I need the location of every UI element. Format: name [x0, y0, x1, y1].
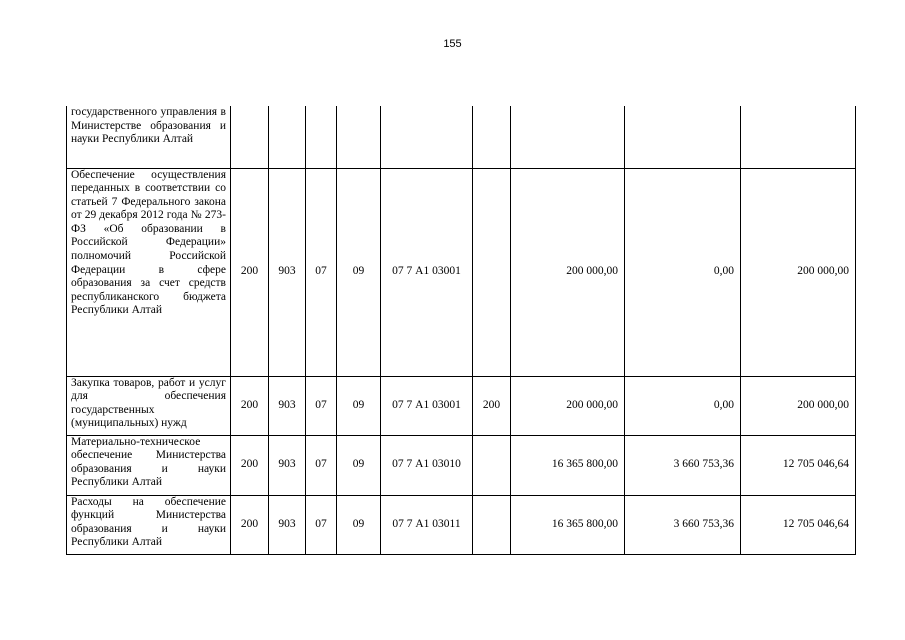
- amount-cell: 200 000,00: [741, 376, 856, 435]
- csr-cell: 07 7 А1 03001: [381, 376, 473, 435]
- total-cell: 200 000,00: [511, 168, 625, 376]
- amount-cell: 12 705 046,64: [741, 495, 856, 554]
- total-cell: 16 365 800,00: [511, 495, 625, 554]
- row-name-cell: государственного управления в Министерстве образования и науки Республики Алтай: [67, 106, 231, 168]
- total-cell: 16 365 800,00: [511, 435, 625, 495]
- row-name-cell: Закупка товаров, работ и услуг для обеспечения государственных (муниципальных) нужд: [67, 376, 231, 435]
- rz-cell: 200: [231, 168, 269, 376]
- table-row: [67, 168, 856, 376]
- subsection-cell: 09: [337, 435, 381, 495]
- vr-cell: [473, 106, 511, 168]
- vr-cell: [473, 435, 511, 495]
- row-name-cell: Материально-техническое обеспечение Министерства образования и науки Республики Алтай: [67, 435, 231, 495]
- table-row: [67, 495, 856, 554]
- row-name-cell: Обеспечение осуществления переданных в соответствии со статьей 7 Федерального закона от 29 декабря 2012 года № 273-ФЗ «Об образовании в Российской Федерации» полномочий Российской Федерации в сфере образования за счет средств республиканского бюджета Республики Алтай: [67, 168, 231, 376]
- section-cell: [306, 106, 337, 168]
- section-cell: 07: [306, 376, 337, 435]
- amount-cell: [741, 106, 856, 168]
- csr-cell: 07 7 А1 03010: [381, 435, 473, 495]
- total-cell: 200 000,00: [511, 376, 625, 435]
- budget-table: [66, 106, 856, 555]
- subsection-cell: 09: [337, 376, 381, 435]
- amount-cell: 200 000,00: [741, 168, 856, 376]
- row-name-cell: Расходы на обеспечение функций Министерства образования и науки Республики Алтай: [67, 495, 231, 554]
- csr-cell: 07 7 А1 03001: [381, 168, 473, 376]
- rz-cell: 200: [231, 435, 269, 495]
- amount-cell: 12 705 046,64: [741, 435, 856, 495]
- rz-cell: [231, 106, 269, 168]
- change-cell: 0,00: [625, 168, 741, 376]
- change-cell: 3 660 753,36: [625, 495, 741, 554]
- vr-cell: [473, 168, 511, 376]
- change-cell: 3 660 753,36: [625, 435, 741, 495]
- rz-cell: 200: [231, 376, 269, 435]
- section-cell: 07: [306, 495, 337, 554]
- section-cell: 07: [306, 168, 337, 376]
- table-row: [67, 106, 856, 168]
- budget-table-body: [67, 106, 856, 554]
- grbs-cell: 903: [269, 495, 306, 554]
- table-row: [67, 376, 856, 435]
- grbs-cell: 903: [269, 435, 306, 495]
- change-cell: 0,00: [625, 376, 741, 435]
- vr-cell: 200: [473, 376, 511, 435]
- table-row: [67, 435, 856, 495]
- subsection-cell: 09: [337, 168, 381, 376]
- rz-cell: 200: [231, 495, 269, 554]
- csr-cell: 07 7 А1 03011: [381, 495, 473, 554]
- subsection-cell: [337, 106, 381, 168]
- vr-cell: [473, 495, 511, 554]
- total-cell: [511, 106, 625, 168]
- grbs-cell: 903: [269, 168, 306, 376]
- change-cell: [625, 106, 741, 168]
- grbs-cell: [269, 106, 306, 168]
- grbs-cell: 903: [269, 376, 306, 435]
- section-cell: 07: [306, 435, 337, 495]
- csr-cell: [381, 106, 473, 168]
- subsection-cell: 09: [337, 495, 381, 554]
- page-number: 155: [443, 38, 462, 50]
